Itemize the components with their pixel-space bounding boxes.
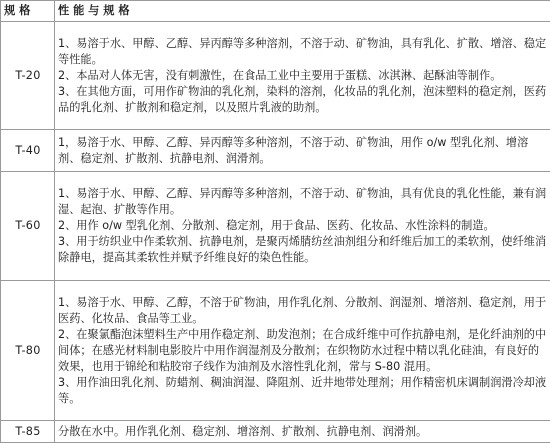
description-cell bbox=[55, 281, 550, 421]
description-line: 3、用于纺织业中作柔软剂、抗静电剂，是聚丙烯腈纺丝油剂组分和纤维后加工的柔软剂，使纤维消除静电，提高其柔软性并赋予纤维良好的染色性能。 bbox=[58, 235, 547, 264]
description-cell bbox=[55, 421, 550, 443]
description-line: 3、在其他方面，可用作矿物油的乳化剂，染料的溶剂，化妆品的乳化剂，泡沫塑料的稳定剂，医药品的乳化剂、扩散剂和稳定剂，以及照片乳液的助剂。 bbox=[58, 84, 547, 114]
description-line: 1，易溶于水、甲醇、乙醇、异丙醇等多种溶剂，不溶于动、矿物油，用作 o/w 型乳化剂、增溶剂、稳定剂、扩散剂、抗静电剂、润滑剂。 bbox=[58, 135, 529, 165]
description-line: 1、易溶于水、甲醇、乙醇、异丙醇等多种溶剂，不溶于动、矿物油，具有乳化、扩散、增溶、稳定等性能。 bbox=[58, 36, 547, 66]
table-row bbox=[1, 281, 550, 421]
description-line: 2、本品对人体无害，没有刺激性，在食品工业中主要用于蛋糕、冰淇淋、起酥油等制作。 bbox=[58, 68, 502, 82]
model-cell: T-85 bbox=[1, 421, 55, 443]
header-description: 性 能 与 规 格 bbox=[55, 1, 550, 22]
table-row bbox=[1, 172, 550, 281]
header-model: 规 格 bbox=[1, 1, 55, 22]
description-line: 1、易溶于水、甲醇、乙醇，不溶于矿物油，用作乳化剂、分散剂、润湿剂、增溶剂、稳定剂，用于医药、化妆品、食品等工业。 bbox=[58, 295, 547, 325]
model-cell: T-80 bbox=[1, 281, 55, 421]
table-row bbox=[1, 130, 550, 172]
description-line: 3、用作油田乳化剂、防蜡剂、稠油润湿、降阻剂、近井地带处理剂；用作精密机床调制润滑冷却液等。 bbox=[58, 375, 547, 405]
description-line: 2、在聚氯酯泡沫塑料生产中用作稳定剂、助发泡剂；在合成纤维中可作抗静电剂，是化纤油剂的中间体；在感光材料制电影胶片中用作润湿剂及分散剂；在织物防水过程中精以乳化硅油，有良好的效果，也用于锦纶和粘胶帘子线作为油剂及水溶性乳化剂，常与 S-80 混用。 bbox=[58, 327, 547, 373]
description-cell bbox=[55, 22, 550, 130]
description-cell bbox=[55, 172, 550, 281]
description-cell bbox=[55, 130, 550, 172]
table-row bbox=[1, 22, 550, 130]
description-line: 2、用作 o/w 型乳化剂、分散剂、稳定剂，用于食品、医药、化妆品、水性涂料的制造。 bbox=[58, 219, 495, 232]
model-cell: T-60 bbox=[1, 172, 55, 281]
model-cell: T-40 bbox=[1, 130, 55, 172]
description-line: 1、易溶于水、甲醇、乙醇、异丙醇等多种溶剂，不溶于动、矿物油，具有优良的乳化性能，兼有润湿、起泡、扩散等作用。 bbox=[58, 187, 547, 216]
table-header-row bbox=[1, 1, 550, 22]
table-row bbox=[1, 421, 550, 443]
model-cell: T-20 bbox=[1, 22, 55, 130]
description-line: 分散在水中。用作乳化剂、稳定剂、增溶剂、扩散剂、抗静电剂、润滑剂。 bbox=[58, 424, 428, 438]
